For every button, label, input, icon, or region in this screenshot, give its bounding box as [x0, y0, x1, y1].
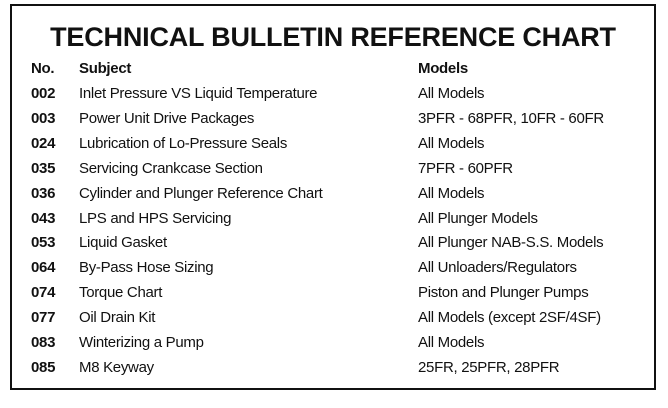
bulletin-number: 064: [31, 259, 56, 277]
reference-chart: [10, 4, 656, 390]
bulletin-subject: By-Pass Hose Sizing: [79, 259, 214, 277]
bulletin-models: All Models: [418, 334, 485, 351]
table-row: [12, 85, 654, 110]
bulletin-number: 002: [31, 85, 56, 102]
header-no: No.: [31, 60, 55, 77]
bulletin-subject: LPS and HPS Servicing: [79, 209, 232, 227]
header-subject: Subject: [79, 60, 132, 77]
bulletin-subject: Liquid Gasket: [79, 234, 167, 252]
table-row: [12, 309, 654, 334]
bulletin-number: 085: [31, 358, 56, 376]
bulletin-models: All Plunger NAB-S.S. Models: [418, 234, 604, 252]
bulletin-subject: Cylinder and Plunger Reference Chart: [79, 184, 323, 202]
bulletin-number: 024: [31, 134, 56, 152]
bulletin-models: All Models: [418, 134, 485, 152]
bulletin-number: 003: [31, 109, 56, 127]
table-row: [12, 359, 654, 384]
bulletin-number: 074: [31, 284, 56, 302]
bulletin-subject: Oil Drain Kit: [79, 309, 156, 327]
bulletin-subject: Servicing Crankcase Section: [79, 159, 263, 177]
table-header: [12, 60, 654, 85]
bulletin-models: All Plunger Models: [418, 209, 538, 227]
table-row: [12, 259, 654, 284]
bulletin-subject: Winterizing a Pump: [79, 334, 204, 351]
bulletin-models: All Models: [418, 85, 485, 102]
table-row: [12, 110, 654, 135]
bulletin-number: 035: [31, 159, 56, 177]
bulletin-number: 077: [31, 309, 56, 327]
bulletin-subject: Inlet Pressure VS Liquid Temperature: [79, 85, 318, 102]
table-row: [12, 334, 654, 359]
header-models: Models: [418, 60, 468, 77]
bulletin-models: 3PFR - 68PFR, 10FR - 60FR: [418, 109, 604, 127]
table-row: [12, 160, 654, 185]
table-row: [12, 284, 654, 309]
bulletin-number: 036: [31, 184, 56, 202]
bulletin-models: 25FR, 25PFR, 28PFR: [418, 358, 560, 376]
bulletin-subject: M8 Keyway: [79, 358, 154, 376]
bulletin-number: 083: [31, 334, 56, 351]
bulletin-models: All Models (except 2SF/4SF): [418, 309, 601, 327]
table-row: [12, 135, 654, 160]
table-row: [12, 185, 654, 210]
bulletin-subject: Torque Chart: [79, 284, 163, 302]
chart-title: TECHNICAL BULLETIN REFERENCE CHART: [50, 22, 616, 52]
bulletin-number: 053: [31, 234, 56, 252]
bulletin-models: 7PFR - 60PFR: [418, 159, 513, 177]
bulletin-subject: Lubrication of Lo-Pressure Seals: [79, 134, 288, 152]
bulletin-number: 043: [31, 209, 56, 227]
bulletin-subject: Power Unit Drive Packages: [79, 109, 255, 127]
table-row: [12, 210, 654, 235]
bulletin-models: All Unloaders/Regulators: [418, 259, 577, 277]
bulletin-models: All Models: [418, 184, 485, 202]
bulletin-models: Piston and Plunger Pumps: [418, 284, 589, 302]
table-row: [12, 234, 654, 259]
